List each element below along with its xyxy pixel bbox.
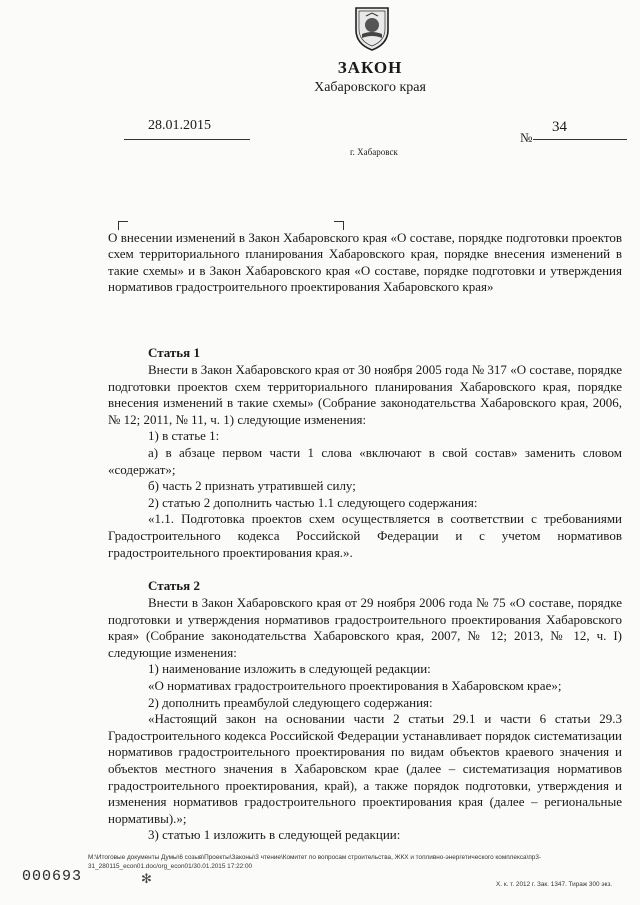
city-name: г. Хабаровск [350,147,398,157]
number-underline [533,139,627,140]
law-number: 34 [552,119,567,135]
article-2-paragraph: 1) наименование изложить в следующей редакции: [148,661,431,677]
law-date: 28.01.2015 [148,118,211,133]
article-1-paragraph: 2) статью 2 дополнить частью 1.1 следующего содержания: [148,494,478,510]
document-code: 000693 [22,868,83,885]
article-2-paragraph: Внести в Закон Хабаровского края от 29 ноября 2006 года № 75 «О составе, порядке подготовки и утверждения нормативов градостроительного проектирования Хабаровского края» (Собрание законодательства Хабаровского края, 2007, № 12; 2013, № 12, ч. I) следующие изменения: [108,595,622,660]
heading-corner-right [334,221,344,230]
heading-corner-left [118,221,128,230]
file-path-line: М:\Итоговые документы Думы\6 созыв\Проекты\Законы\3 чтение\Комитет по вопросам строительства, ЖКХ и топливно-энергетического комплекса\пр3- [88,854,542,861]
article-1-paragraph: Внести в Закон Хабаровского края от 30 ноября 2005 года № 317 «О составе, порядке подготовки проектов схем территориального планирования Хабаровского края, порядке внесения изменений в такие схемы» (Собрание законодательства Хабаровского края, 2006, № 12; 2011, № 11, ч. 1) следующие изменения: [108,362,622,427]
article-2-paragraph: 3) статью 1 изложить в следующей редакции: [148,827,401,843]
date-underline [124,139,250,140]
law-heading: О внесении изменений в Закон Хабаровского края «О составе, порядке подготовки проектов схем территориального планирования Хабаровского края, порядке внесения изменений в такие схемы» и в Закон Хабаровского края «О составе, порядке подготовки и утверждения нормативов градостроительного проектирования Хабаровского края» [108,230,622,295]
article-2-body [108,595,622,844]
file-path-line: 31_280115_econ01.doc/org_econ01/30.01.2015 17:22:00 [88,863,253,870]
article-1-paragraph: «1.1. Подготовка проектов схем осуществляется в соответствии с требованиями Градостроительного кодекса Российской Федерации и с учетом нормативов градостроительного проектирования края.». [108,511,622,560]
article-1-paragraph: а) в абзаце первом части 1 слова «включают в свой состав» заменить словом «содержат»; [108,444,622,477]
law-subtitle: Хабаровского края [314,80,426,95]
print-info: Х. к. т. 2012 г. Зак. 1347. Тираж 300 экз. [496,881,613,888]
law-title: ЗАКОН [337,58,403,77]
article-1-paragraph: б) часть 2 признать утратившей силу; [148,478,356,494]
file-path [88,853,628,871]
article-2-paragraph: «О нормативах градостроительного проектирования в Хабаровском крае»; [148,677,562,693]
snowflake-icon: ✻ [141,871,152,886]
article-2-paragraph: 2) дополнить преамбулой следующего содержания: [148,694,433,710]
article-2-paragraph: «Настоящий закон на основании части 2 статьи 29.1 и части 6 статьи 29.3 Градостроительного кодекса Российской Федерации устанавливает порядок систематизации нормативов градостроительного проектирования по видам объектов краевого значения и объектов местного значения в Хабаровском крае (далее – систематизация нормативов градостроительного проектирования, край), а также порядок подготовки, утверждения и изменения нормативов градостроительного проектирования края (далее – региональные нормативы).»; [108,711,622,826]
article-2-title: Статья 2 [148,578,200,593]
coat-of-arms-icon [350,4,394,52]
article-1-body [108,362,622,561]
number-sign: № [520,130,533,145]
article-1-title: Статья 1 [148,345,200,360]
article-1-paragraph: 1) в статье 1: [148,428,220,444]
